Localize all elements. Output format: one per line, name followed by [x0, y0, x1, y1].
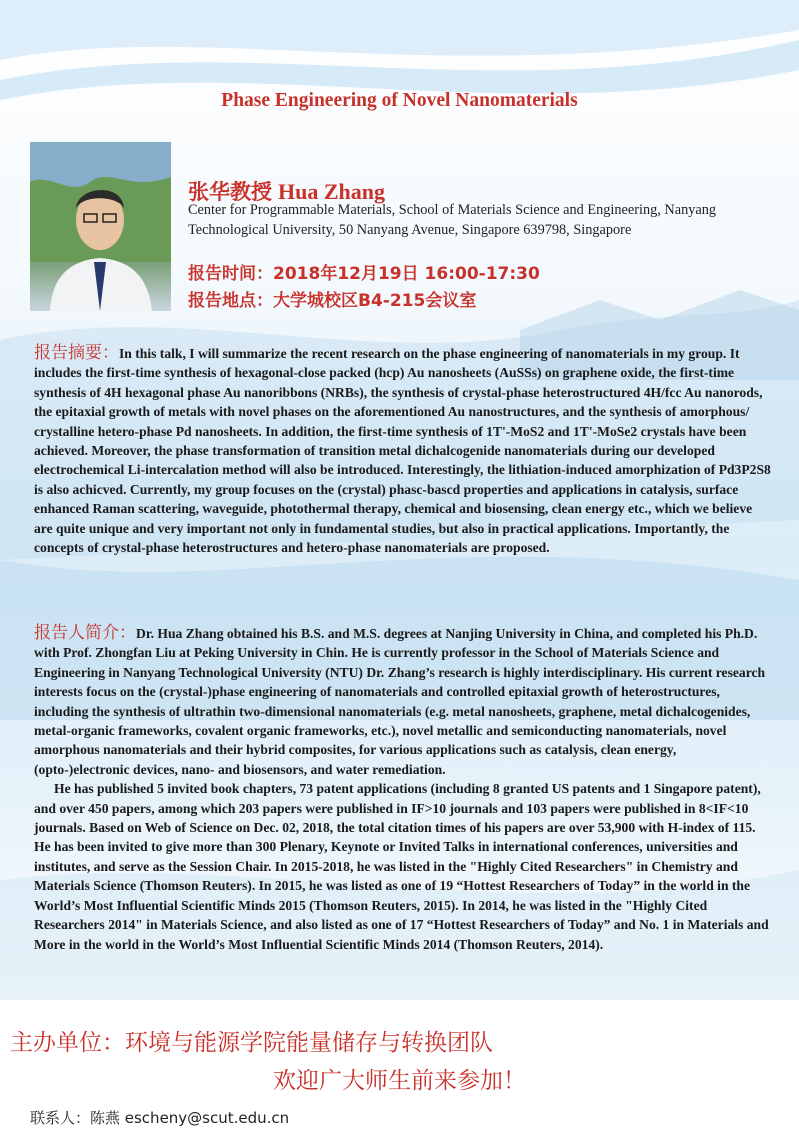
abstract-text: In this talk, I will summarize the recent research on the phase engineering of nanomaterials in my group. It includes the first-time synthesis of hexagonal-close packed (hcp) Au nanosheets (AuSSs) on graphene oxide, the first-time synthesis of 4H hexagonal phase Au nanoribbons (NRBs), the synthesis of crystal-phase heterostructured 4H/fcc Au nanorods, the epitaxial growth of metals with novel phases on the aforementioned Au nanostructures, and the synthesis of amorphous/ crystalline hetero-phase Pd nanosheets. In addition, the first-time synthesis of 1T'-MoS2 and 1T'-MoSe2 crystals have been achieved. Moreover, the phase transformation of transition metal dichalcogenide nanomaterials during our developed electrochemical Li-intercalation method will also be introduced. Interestingly, the lithiation-induced amorphization of Pd3P2S8 is also achicved. Currently, my group focuses on the (crystal) phasc-bascd properties and applications in catalysis, surface enhanced Raman scattering, waveguide, photothermal therapy, chemical and biosensing, clean energy etc., which we believe are quite unique and very important not only in fundamental studies, but also in practical applications. Importantly, the concepts of crystal-phase heterostructures and hetero-phase nanomaterials are proposed.	[34, 346, 771, 556]
poster-title: Phase Engineering of Novel Nanomaterials	[221, 90, 578, 111]
bio-label: 报告人简介：	[34, 623, 136, 643]
talk-place-label: 报告地点：	[188, 291, 273, 311]
talk-place-value: 大学城校区B4-215会议室	[273, 291, 477, 311]
abstract-section	[34, 344, 774, 557]
contact-info: 联系人：陈燕 escheny@scut.edu.cn	[30, 1109, 290, 1127]
talk-place	[188, 286, 476, 311]
bio-paragraph-2: He has published 5 invited book chapters, 73 patent applications (including 8 granted US patents and 1 Singapore patent), and over 450 papers, among which 203 papers were published in IF>10 journals and 103 papers were published in 8<IF<10 journals. Based on Web of Science on Dec. 02, 2018, the total citation times of his papers are over 53,900 with H-index of 115. He has been invited to give more than 300 Plenary, Keynote or Invited Talks in international conferences, universities and institutes, and serve as the Session Chair. In 2015-2018, he was listed in the "Highly Cited Researchers" in Chemistry and Materials Science (Thomson Reuters). In 2015, he was listed as one of 19 “Hottest Researchers of Today” in the world in the World’s Most Influential Scientific Minds 2015 (Thomson Reuters, 2015). In 2014, he was listed in the "Highly Cited Researchers 2014" in Materials Science, and also listed as one of 17 “Hottest Researchers of Today” and No. 1 in Materials and More in the world in the World’s Most Influential Scientific Minds 2014 (Thomson Reuters, 2014).	[34, 781, 769, 952]
speaker-name-en: Hua Zhang	[278, 179, 385, 204]
speaker-photo	[30, 142, 171, 311]
speaker-affiliation: Center for Programmable Materials, School of Materials Science and Engineering, Nanyang Technological University, 50 Nanyang Avenue, Singapore 639798, Singapore	[188, 202, 717, 238]
bio-section	[34, 624, 774, 954]
talk-time	[188, 259, 540, 284]
speaker-name-cn: 张华教授	[188, 180, 272, 204]
host-organizer: 主办单位：环境与能源学院能量储存与转换团队	[10, 1030, 493, 1056]
bio-paragraph-1	[34, 624, 774, 779]
bio-text-1: Dr. Hua Zhang obtained his B.S. and M.S. degrees at Nanjing University in China, and completed his Ph.D. with Prof. Zhongfan Liu at Peking University in Chin. He is currently professor in the School of Materials Science and Engineering in Nanyang Technological University (NTU) Dr. Zhang’s research is highly interdisciplinary. His current research interests focus on the (crystal-)phase engineering of nanomaterials and controlled epitaxial growth of heterostructures, including the synthesis of ultrathin two-dimensional nanomaterials (e.g. metal nanosheets, graphene, metal dichalcogenides, metal-organic frameworks, covalent organic frameworks, etc.), novel metallic and semiconducting nanomaterials, novel amorphous nanomaterials and their hybrid composites, for various applications such as catalysis, clean energy, (opto-)electronic devices, nano- and biosensors, and water remediation.	[34, 626, 766, 777]
talk-time-label: 报告时间：	[188, 264, 273, 284]
welcome-message: 欢迎广大师生前来参加！	[273, 1068, 526, 1094]
abstract-label: 报告摘要：	[34, 343, 119, 363]
talk-time-value: 2018年12月19日 16:00-17:30	[273, 264, 540, 284]
